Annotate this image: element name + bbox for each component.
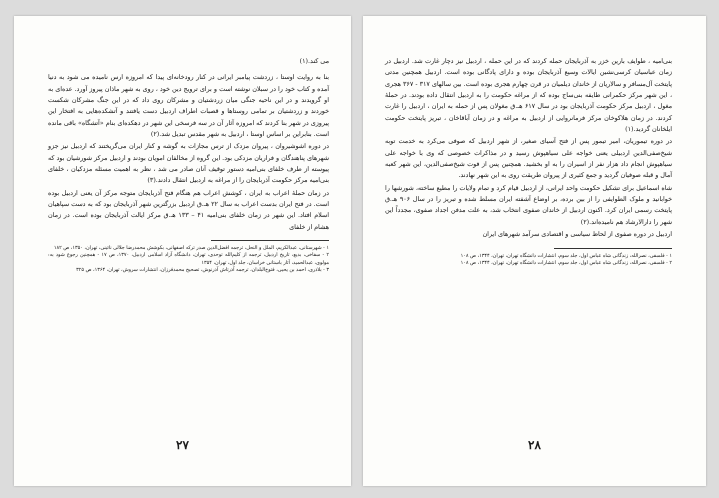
paragraph: در دوره اشوشیروان ، پیروان مزدک از ترس مجازات به گوشه و کنار ایران می‌گریختند که اردبیل نیز جزو شهرهای پناهندگان و فراریان مزدکی بود. این گروه از مخالفان امویان بودند و اردبیل مرکز شورشیان بود که پیوسته از طرف خلفای بنی‌امیه دستور توقیف آنان صادر می شد ، نظر به اهمیت مسئله مزدکیان ، خلفای بنی‌امیه مرکز حکومت آذربایجان را از مراغه به اردبیل انتقال دادند.(۳) (48, 143, 329, 185)
paragraph: در زمان حملهٔ اعراب به ایران ، کوشش اعراب هم هنگام فتح آذربایجان متوجه مرکز آن یعنی اردبیل بوده است. در فتح ایران بدست اعراب به سال ۲۲ هـ.ق اردبیل بزرگترین شهر آذربایجان بود که به دست سپاهیان اسلام افتاد. این شهر در زمان خلفای بنی‌امیه ۴۱ – ۱۳۳ هـ.ق مرکز ایالت آذربایجان بوده است. در زمان هشام از خلفای (48, 189, 329, 231)
right-page (363, 16, 706, 486)
page-number: ۲۸ (528, 438, 541, 452)
paragraph: اردبیل در دوره صفوی از لحاظ سیاسی و اقتصادی سرآمد شهرهای ایران (482, 231, 672, 239)
page-number: ۲۷ (176, 438, 189, 452)
footnote: ۲ - فلسفی، نصرالله، زندگانی شاه عباس اول، جلد سوم، انتشارات دانشگاه تهران، تهران، ۱۳۴۴، ص ۱۰۸ (460, 259, 672, 266)
footnote: ۳ - بلاذری، احمد بن یحیی، فتوح‌البلدان، ترجمه آذرتاش آذرنوش، تصحیح محمدفرزان، انتشارات سروش، تهران، ۱۳۶۴، ص ۳۲۵ (76, 266, 329, 273)
paragraph: بنی‌امیه ، طوایف بارین خزر به آذربایجان حمله کردند که در این حمله ، اردبیل نیز دچار غارت شد. اردبیل در زمان عباسیان کرسی‌نشین ایالات وسیع آذربایجان بوده و دارای پادگانی بوده است. اردبیل همچنین مدتی پایتخت آل‌مسافر و سالاریان از خاندان دیلمیان در قرن چهارم هجری بوده است. بین سالهای ۳۱۷ - ۳۶۷ هجری ، این شهر مرکز حکمرانی طایفه بنی‌ساج بوده که از مراغه حکومت را به اردبیل انتقال داده بودند. در حملهٔ مغول ، اردبیل مرکز حکومت آذربایجان بود در سال ۶۱۷ هـ.ق مغولان پس از حمله به ایران ، اردبیل را غارت کردند. در زمان هلاکوخان مرکز فرمانروایی از اردبیل به مراغه و در زمان آباقاخان ، تبریز پایتخت حکومت ایلخانان گردید.(۱) (385, 58, 672, 134)
footnote-divider (211, 240, 329, 241)
footnote: ۲ - سفاخی، بدیع، تاریخ اردبیل، ترجمه از کلیم‌الله توحدی، تهران، دانشگاه آزاد اسلامی اردبیل، ۱۳۷۰، ص ۱۷ - همچنین رجوع شود به: مولوی، عبدالحمید، آثار باستانی خراسان، جلد اول، تهران، ۱۳۵۴ (48, 252, 329, 266)
paragraph: شاه اسماعیل برای تشکیل حکومت واحد ایرانی، از اردبیل قیام کرد و تمام ولایات را مطیع ساخته، شورشها را خوابانید و ملوک الطوایفی را از بین برده، بر اوضاع آشفته ایران مسلط شده و تبریز را در سال ۹۰۶ هـ.ق پایتخت رسمی ایران کرد. اکنون اردبیل از خاندان صفوی انتخاب شد، به علت مدفن اجداد صفوی، مجدداً این شهر را دارالارشاد هم نامیده‌اند.(۲) (385, 184, 672, 226)
paragraph: در دوره تیموریان، امیر تیمور پس از فتح آسیای صغیر، از شهر اردبیل که صوفی می‌کرد به خدمت توبه شیخ‌صفی‌الدین اردبیلی یعنی خواجه علی سیاهپوش رسید و در مذاکرات خصوصی که وی با خواجه علی سیاهپوش انجام داد هزار نفر از اسیران را به او بخشید. همچنین پس از فوت شیخ‌صفی‌الدین، این شهر کعبه آمال و قبله صوفیان گردید و جمع کثیری از پیروان طریقت روی به این شهر نهادند. (385, 138, 672, 180)
footnote: ۱ - شهرستانی، عبدالکریم، الملل و النحل، ترجمه افضل‌الدین صدر ترکه اصفهانی، بکوشش محمدرضا جلالی نائینی، تهران، ۱۳۵۰، ص ۱۸۲ (53, 245, 329, 252)
left-page (14, 16, 351, 486)
footnote-divider (554, 248, 672, 249)
paragraph: بنا به روایت اوستا ، زردشت پیامبر ایرانی در کنار رودخانه‌ای پیدا که امروزه ارس نامیده می شود به دنیا آمده و کتاب خود را در سبلان نوشته است و برای ترویج دین خود ، روی به شهر ماذان پیروز آورد. عده‌ای به او گرویدند و در این ناحیه جنگی میان زردشتیان و مشرکان روی داد که در این جنگ مشرکان شکست خوردند و زردشتیان بر تمامی روستاها و قصبات اطراف اردبیل دست یافتند و آتشکده‌هایی به افتخار این پیروزی در شهر بنا کردند که امروزه آثار آن در سه فرسخی این شهر در دهکده‌ای بنام «آتشگاه» باقی مانده است. بنابراین بر اساس اوستا ، اردبیل به شهر مقدس تبدیل شد.(۲) (48, 74, 329, 139)
paragraph: می کند.(۱) (299, 58, 329, 65)
footnote: ۱ - فلسفی، نصرالله، زندگانی شاه عباس اول، جلد سوم، انتشارات دانشگاه تهران، تهران، ۱۳۴۴، ص ۱۰۸ (460, 252, 672, 259)
